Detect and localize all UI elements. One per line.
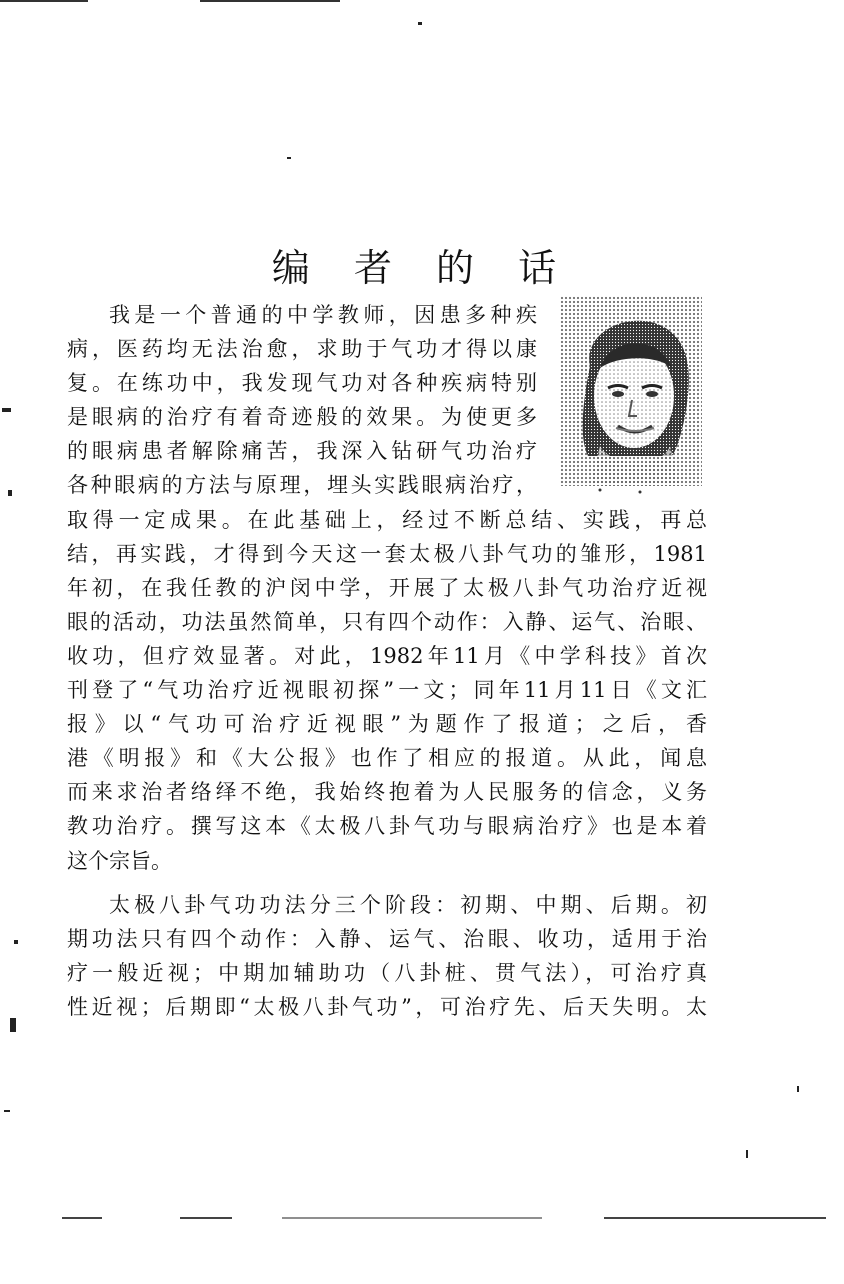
text-line: 这个宗旨。 xyxy=(67,848,172,873)
text-line: 眼的活动，功法虽然简单，只有四个动作：入静、运气、治眼、 xyxy=(67,609,707,634)
body-text xyxy=(67,298,707,1024)
paragraph-1 xyxy=(67,298,707,878)
bottom-rule-3 xyxy=(282,1217,542,1219)
speck xyxy=(797,1086,799,1092)
bottom-rule-2 xyxy=(180,1217,232,1219)
paragraph-gap xyxy=(67,878,707,888)
text-line: 刊登了“气功治疗近视眼初探”一文；同年11月11日《文汇 xyxy=(67,678,707,703)
text-line: 期功法只有四个动作：入静、运气、治眼、收功，适用于治 xyxy=(67,926,707,951)
text-line: 太极八卦气功功法分三个阶段：初期、中期、后期。初 xyxy=(109,892,707,917)
text-line: 港《明报》和《大公报》也作了相应的报道。从此，闻息 xyxy=(67,746,707,771)
page-title: 编 者 的 话 xyxy=(271,246,573,291)
text-line: 取得一定成果。在此基础上，经过不断总结、实践，再总 xyxy=(67,507,707,532)
speck xyxy=(8,490,12,496)
speck xyxy=(4,1110,10,1112)
top-rule-right xyxy=(200,0,340,2)
speck xyxy=(287,157,291,159)
speck xyxy=(746,1150,748,1158)
paragraph-2 xyxy=(67,888,707,1024)
speck xyxy=(10,1018,16,1032)
text-line: 的眼病患者解除痛苦，我深入钻研气功治疗 xyxy=(67,439,537,464)
speck xyxy=(2,408,11,412)
top-rule-left xyxy=(0,0,88,2)
text-line: 报》以“气功可治疗近视眼”为题作了报道；之后，香 xyxy=(67,712,707,737)
text-line: 复。在练功中，我发现气功对各种疾病特别 xyxy=(67,371,537,396)
bottom-rule-1 xyxy=(62,1217,102,1219)
text-line: 教功治疗。撰写这本《太极八卦气功与眼病治疗》也是本着 xyxy=(67,814,707,839)
text-line: 病，医药均无法治愈，求助于气功才得以康 xyxy=(67,337,537,362)
text-line: 性近视；后期即“太极八卦气功”，可治疗先、后天失明。太 xyxy=(67,994,707,1019)
text-line: 而来求治者络绎不绝，我始终抱着为人民服务的信念，义务 xyxy=(67,780,707,805)
speck xyxy=(418,22,422,25)
speck xyxy=(14,940,18,944)
text-line: 疗一般近视；中期加辅助功（八卦桩、贯气法），可治疗真 xyxy=(67,960,707,985)
text-line: 各种眼病的方法与原理，埋头实践眼病治疗， xyxy=(67,473,537,498)
text-line: 结，再实践，才得到今天这一套太极八卦气功的雏形，1981 xyxy=(67,541,707,566)
bottom-rule-4 xyxy=(604,1217,826,1219)
text-line: 年初，在我任教的沪闵中学，开展了太极八卦气功治疗近视 xyxy=(67,575,707,600)
text-line: 是眼病的治疗有着奇迹般的效果。为使更多 xyxy=(67,405,537,430)
text-line: 我是一个普通的中学教师，因患多种疾 xyxy=(109,303,537,327)
text-line: 收功，但疗效显著。对此，1982年11月《中学科技》首次 xyxy=(67,643,707,668)
